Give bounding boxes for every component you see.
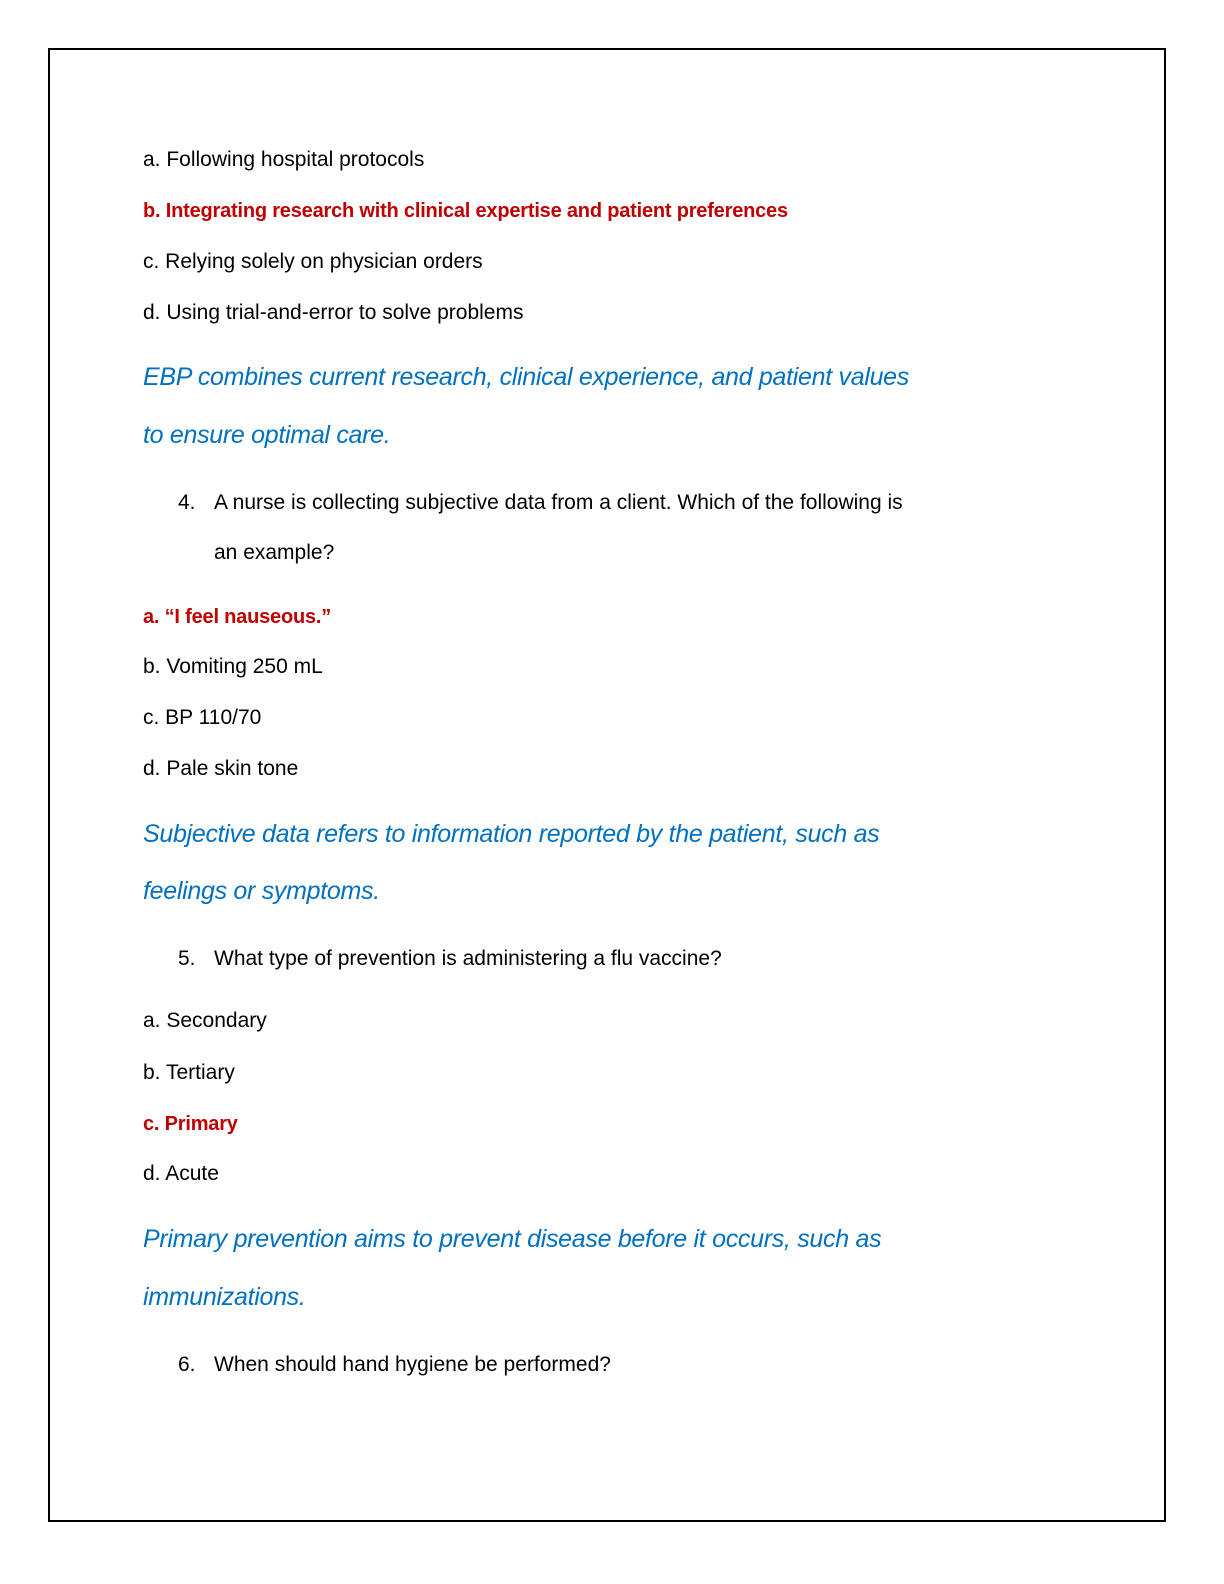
q4-question-line2: an example? <box>214 541 335 564</box>
q3-option-d: d. Using trial-and-error to solve problems <box>143 301 524 324</box>
q3-option-c: c. Relying solely on physician orders <box>143 250 483 273</box>
q4-explanation-line2: feelings or symptoms. <box>143 877 380 905</box>
q5-option-c-correct: c. Primary <box>143 1113 238 1135</box>
q5-explanation-line2: immunizations. <box>143 1283 306 1311</box>
q5-option-d: d. Acute <box>143 1162 219 1185</box>
q3-option-b-correct: b. Integrating research with clinical expertise and patient preferences <box>143 200 788 222</box>
q4-option-b: b. Vomiting 250 mL <box>143 655 323 678</box>
q3-explanation-line1: EBP combines current research, clinical experience, and patient values <box>143 363 909 391</box>
q4-question-line1: A nurse is collecting subjective data from a client. Which of the following is <box>214 491 903 514</box>
q6-question-text: When should hand hygiene be performed? <box>214 1353 611 1376</box>
q4-explanation-line1: Subjective data refers to information reported by the patient, such as <box>143 820 880 848</box>
q5-option-b: b. Tertiary <box>143 1061 235 1084</box>
q5-number: 5. <box>178 947 196 970</box>
q5-question-text: What type of prevention is administering a flu vaccine? <box>214 947 722 970</box>
q5-question <box>178 946 722 972</box>
q6-number: 6. <box>178 1353 196 1376</box>
q5-explanation-line1: Primary prevention aims to prevent disease before it occurs, such as <box>143 1225 882 1253</box>
q4-option-d: d. Pale skin tone <box>143 757 299 780</box>
q4-option-c: c. BP 110/70 <box>143 706 262 729</box>
q5-option-a: a. Secondary <box>143 1009 267 1032</box>
q3-explanation-line2: to ensure optimal care. <box>143 421 391 449</box>
q4-number: 4. <box>178 491 196 514</box>
q3-option-a: a. Following hospital protocols <box>143 148 425 171</box>
q6-question <box>178 1352 611 1378</box>
q4-option-a-correct: a. “I feel nauseous.” <box>143 606 332 628</box>
q4-question <box>178 490 903 516</box>
